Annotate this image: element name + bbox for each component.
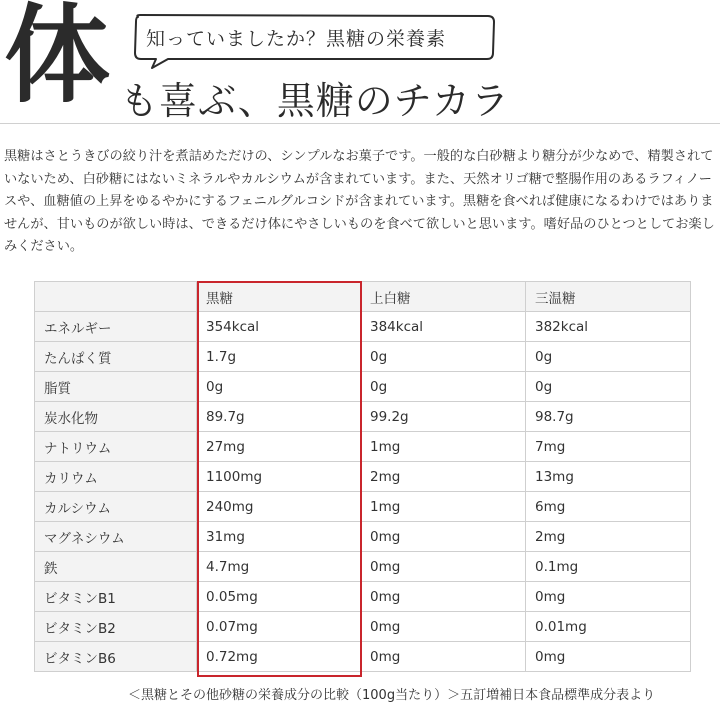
header-divider bbox=[0, 123, 720, 124]
row-label: たんぱく質 bbox=[35, 342, 197, 372]
table-cell: 0mg bbox=[361, 582, 526, 612]
table-cell: 1mg bbox=[361, 432, 526, 462]
table-cell: 0g bbox=[197, 372, 361, 402]
table-cell: 89.7g bbox=[197, 402, 361, 432]
speech-bubble-text: 知っていましたか？黒糖の栄養素 bbox=[146, 28, 447, 50]
table-cell: 1mg bbox=[361, 492, 526, 522]
table-cell: 0mg bbox=[526, 582, 691, 612]
table-cell: 0g bbox=[361, 372, 526, 402]
table-row bbox=[35, 462, 691, 492]
table-cell: 0g bbox=[361, 342, 526, 372]
table-row bbox=[35, 582, 691, 612]
table-cell: 98.7g bbox=[526, 402, 691, 432]
row-label: カリウム bbox=[35, 462, 197, 492]
table-row bbox=[35, 612, 691, 642]
table-row bbox=[35, 342, 691, 372]
table-cell: 1100mg bbox=[197, 462, 361, 492]
nutrition-comparison-table bbox=[34, 281, 691, 672]
header-cell-sanonto: 三温糖 bbox=[526, 282, 691, 312]
table-cell: 382kcal bbox=[526, 312, 691, 342]
row-label: ビタミンB6 bbox=[35, 642, 197, 672]
table-cell: 0mg bbox=[361, 612, 526, 642]
table-row bbox=[35, 552, 691, 582]
table-cell: 0.01mg bbox=[526, 612, 691, 642]
table-cell: 0mg bbox=[361, 642, 526, 672]
header-cell-johakuto: 上白糖 bbox=[361, 282, 526, 312]
table-cell: 240mg bbox=[197, 492, 361, 522]
page-subtitle: も喜ぶ、黒糖のチカラ bbox=[120, 79, 511, 123]
table-cell: 7mg bbox=[526, 432, 691, 462]
table-row bbox=[35, 432, 691, 462]
table-cell: 0mg bbox=[526, 642, 691, 672]
row-label: 鉄 bbox=[35, 552, 197, 582]
title-big-kanji: 体 bbox=[4, 0, 110, 117]
row-label: ナトリウム bbox=[35, 432, 197, 462]
table-cell: 0.07mg bbox=[197, 612, 361, 642]
table-cell: 0mg bbox=[361, 552, 526, 582]
table-cell: 0.1mg bbox=[526, 552, 691, 582]
table-row bbox=[35, 372, 691, 402]
table-cell: 384kcal bbox=[361, 312, 526, 342]
row-label: マグネシウム bbox=[35, 522, 197, 552]
table-cell: 6mg bbox=[526, 492, 691, 522]
table-cell: 31mg bbox=[197, 522, 361, 552]
row-label: ビタミンB1 bbox=[35, 582, 197, 612]
table-footnote: ＜黒糖とその他砂糖の栄養成分の比較（100g当たり）＞五訂増補日本食品標準成分表より bbox=[128, 688, 656, 703]
intro-paragraph: 黒糖はさとうきびの絞り汁を煮詰めただけの、シンプルなお菓子です。一般的な白砂糖より糖分が少なめで、精製されていないため、白砂糖にはないミネラルやカルシウムが含まれています。また、天然オリゴ糖で整腸作用のあるラフィノースや、血糖値の上昇をゆるやかにするフェニルグルコシドが含まれています。黒糖を食べれば健康になるわけではありませんが、甘いものが欲しい時は、できるだけ体にやさしいものを食べて欲しいと思います。嗜好品のひとつとしてお楽しみください。 bbox=[4, 149, 715, 255]
table-header-row bbox=[35, 282, 691, 312]
row-label: ビタミンB2 bbox=[35, 612, 197, 642]
header-cell-blank bbox=[35, 282, 197, 312]
table-cell: 13mg bbox=[526, 462, 691, 492]
table-cell: 0.72mg bbox=[197, 642, 361, 672]
table-row bbox=[35, 642, 691, 672]
table-cell: 0mg bbox=[361, 522, 526, 552]
table-cell: 2mg bbox=[361, 462, 526, 492]
table-cell: 0g bbox=[526, 372, 691, 402]
table-cell: 2mg bbox=[526, 522, 691, 552]
table-cell: 99.2g bbox=[361, 402, 526, 432]
table-cell: 0.05mg bbox=[197, 582, 361, 612]
table-cell: 1.7g bbox=[197, 342, 361, 372]
row-label: エネルギー bbox=[35, 312, 197, 342]
table-row bbox=[35, 522, 691, 552]
table-cell: 27mg bbox=[197, 432, 361, 462]
table-cell: 0g bbox=[526, 342, 691, 372]
row-label: 炭水化物 bbox=[35, 402, 197, 432]
speech-bubble bbox=[132, 13, 498, 61]
row-label: カルシウム bbox=[35, 492, 197, 522]
table-cell: 354kcal bbox=[197, 312, 361, 342]
table-row bbox=[35, 492, 691, 522]
row-label: 脂質 bbox=[35, 372, 197, 402]
table-row bbox=[35, 402, 691, 432]
table-cell: 4.7mg bbox=[197, 552, 361, 582]
table-row bbox=[35, 312, 691, 342]
header-cell-kokuto: 黒糖 bbox=[197, 282, 361, 312]
